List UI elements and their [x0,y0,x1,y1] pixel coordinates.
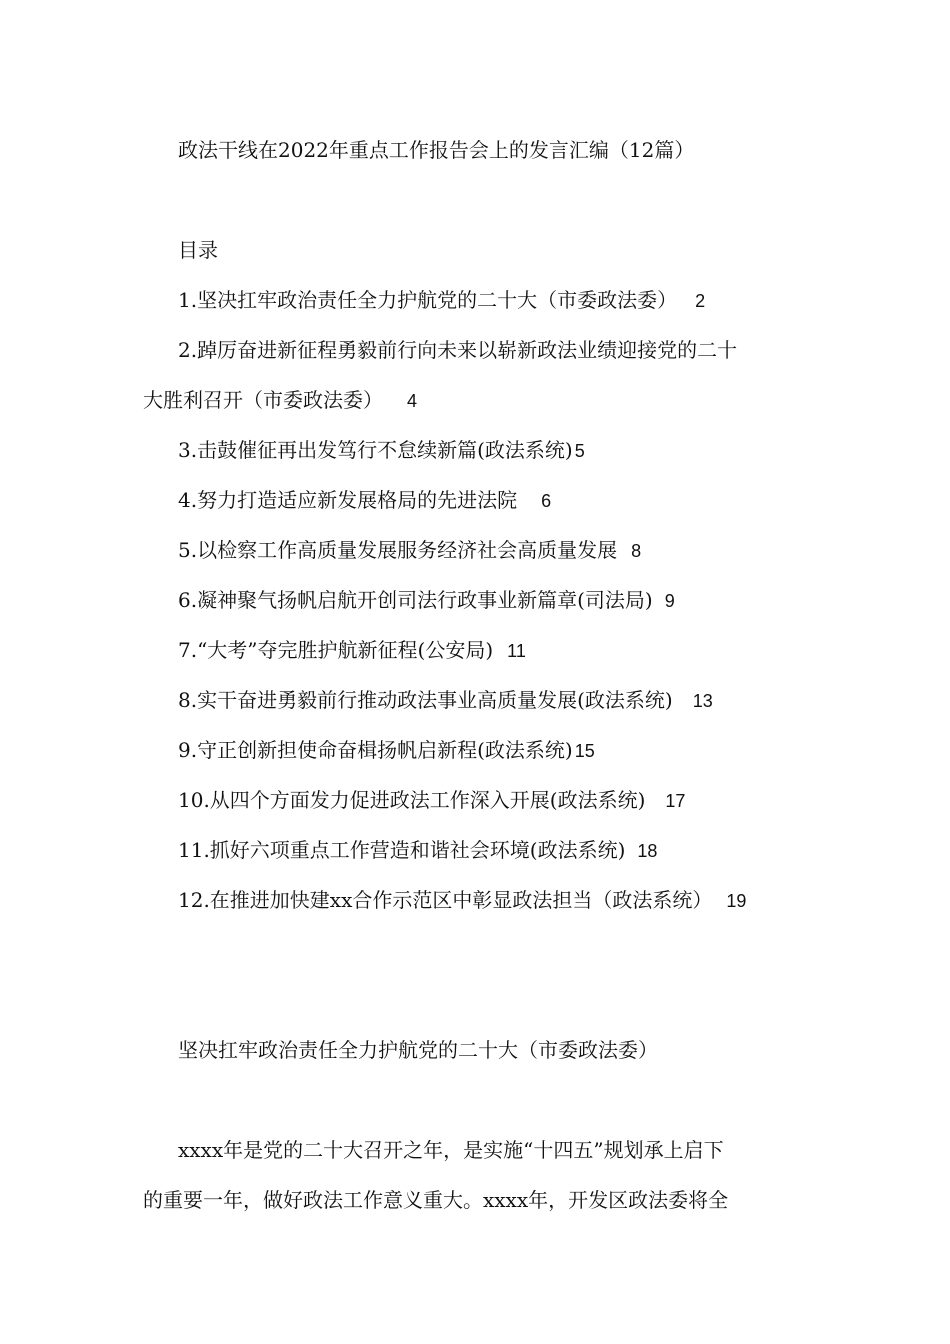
toc-entry-page: 2 [695,291,706,311]
toc-entry-label: 7.“大考”夺完胜护航新征程(公安局) [178,638,494,662]
toc-entry-page: 15 [574,741,595,761]
body-paragraph-line-2: 的重要一年，做好政法工作意义重大。xxxx年，开发区政法委将全 [143,1188,729,1212]
toc-entry-label: 3.击鼓催征再出发笃行不怠续新篇(政法系统) [178,438,573,462]
section-title: 坚决扛牢政治责任全力护航党的二十大（市委政法委） [178,1038,658,1062]
toc-entry-12[interactable] [178,886,746,915]
toc-entry-label: 12.在推进加快建xx合作示范区中彰显政法担当（政法系统） [178,888,713,912]
toc-entry-label: 9.守正创新担使命奋楫扬帆启新程(政法系统) [178,738,573,762]
toc-entry-9[interactable] [178,736,595,765]
toc-entry-page: 13 [692,691,713,711]
toc-entry-page: 19 [726,891,747,911]
toc-entry-page: 4 [407,391,418,411]
toc-entry-label: 6.凝神聚气扬帆启航开创司法行政事业新篇章(司法局) [178,588,653,612]
toc-entry-page: 18 [637,841,658,861]
toc-entry-5[interactable] [178,536,641,565]
toc-entry-label: 4.努力打造适应新发展格局的先进法院 [178,488,518,512]
toc-entry-page: 9 [664,591,675,611]
body-paragraph-line-1: xxxx年是党的二十大召开之年，是实施“十四五”规划承上启下 [178,1138,724,1162]
toc-entry-page: 6 [541,491,552,511]
toc-entry-page: 8 [631,541,642,561]
toc-entry-page: 5 [574,441,585,461]
toc-entry-page: 11 [507,641,526,661]
toc-entry-page: 17 [665,791,686,811]
toc-entry-label: 2.踔厉奋进新征程勇毅前行向未来以崭新政法业绩迎接党的二十 [178,338,738,362]
toc-entry-11[interactable] [178,836,657,865]
toc-entry-label: 8.实干奋进勇毅前行推动政法事业高质量发展(政法系统) [178,688,673,712]
toc-entry-8[interactable] [178,686,713,715]
toc-entry-6[interactable] [178,586,675,615]
toc-entry-7[interactable] [178,636,526,665]
toc-heading: 目录 [178,238,218,262]
toc-entry-2-line-2[interactable] [143,386,417,415]
document-title: 政法干线在2022年重点工作报告会上的发言汇编（12篇） [178,138,695,162]
toc-entry-10[interactable] [178,786,685,815]
toc-entry-label: 11.抓好六项重点工作营造和谐社会环境(政法系统) [178,838,626,862]
toc-entry-label: 大胜利召开（市委政法委） [143,388,383,412]
toc-entry-1[interactable] [178,286,705,315]
toc-entry-label: 1.坚决扛牢政治责任全力护航党的二十大（市委政法委） [178,288,678,312]
toc-entry-3[interactable] [178,436,585,465]
toc-entry-label: 5.以检察工作高质量发展服务经济社会高质量发展 [178,538,618,562]
toc-entry-4[interactable] [178,486,551,515]
toc-entry-2-line-1[interactable] [178,336,737,364]
toc-entry-label: 10.从四个方面发力促进政法工作深入开展(政法系统) [178,788,646,812]
